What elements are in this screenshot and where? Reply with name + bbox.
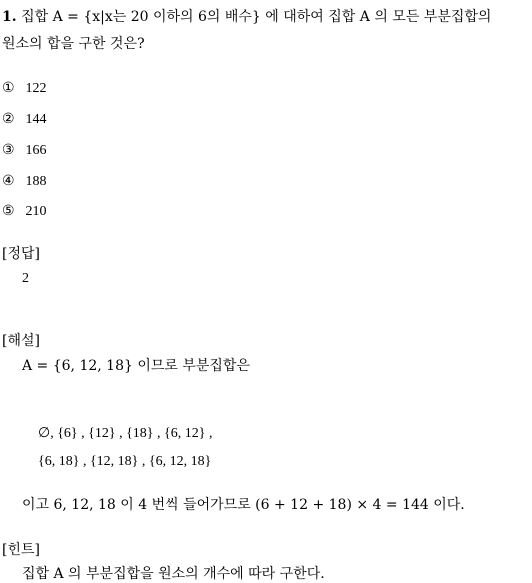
explanation-line-1: A = {6, 12, 18} 이므로 부분집합은 <box>22 358 250 374</box>
choice-2-mark: ② <box>2 112 15 127</box>
choice-2-value: 144 <box>25 112 47 127</box>
question-text-line-2: 원소의 합을 구한 것은? <box>2 36 145 52</box>
explanation-formula-2: {6, 18} , {12, 18} , {6, 12, 18} <box>38 454 212 469</box>
hint-label: [힌트] <box>2 542 40 558</box>
question-number: 1. <box>2 9 17 25</box>
choice-3[interactable] <box>2 142 47 159</box>
answer-label: [정답] <box>2 246 40 262</box>
explanation-line-2: 이고 6, 12, 18 이 4 번씩 들어가므로 (6 + 12 + 18) × 4 = 144 이다. <box>22 497 465 513</box>
choice-5[interactable] <box>2 203 47 220</box>
hint-text: 집합 A 의 부분집합을 원소의 개수에 따라 구한다. <box>22 566 325 582</box>
choice-3-value: 166 <box>25 143 47 158</box>
question-line-1 <box>2 6 491 26</box>
choice-5-mark: ⑤ <box>2 204 15 219</box>
choice-4-mark: ④ <box>2 174 15 189</box>
choice-2[interactable] <box>2 111 47 128</box>
choice-1-value: 122 <box>25 81 47 96</box>
answer-value: 2 <box>22 271 29 286</box>
choice-4[interactable] <box>2 173 47 190</box>
choice-3-mark: ③ <box>2 143 15 158</box>
explanation-label: [해설] <box>2 333 40 349</box>
question-text-line-1: 집합 A = {x|x는 20 이하의 6의 배수} 에 대하여 집합 A 의 모든 부분집합의 <box>21 9 492 25</box>
choice-4-value: 188 <box>25 174 47 189</box>
choice-1[interactable] <box>2 80 47 97</box>
choice-5-value: 210 <box>25 204 47 219</box>
choice-1-mark: ① <box>2 81 15 96</box>
explanation-formula-1: ∅, {6} , {12} , {18} , {6, 12} , <box>38 426 213 441</box>
